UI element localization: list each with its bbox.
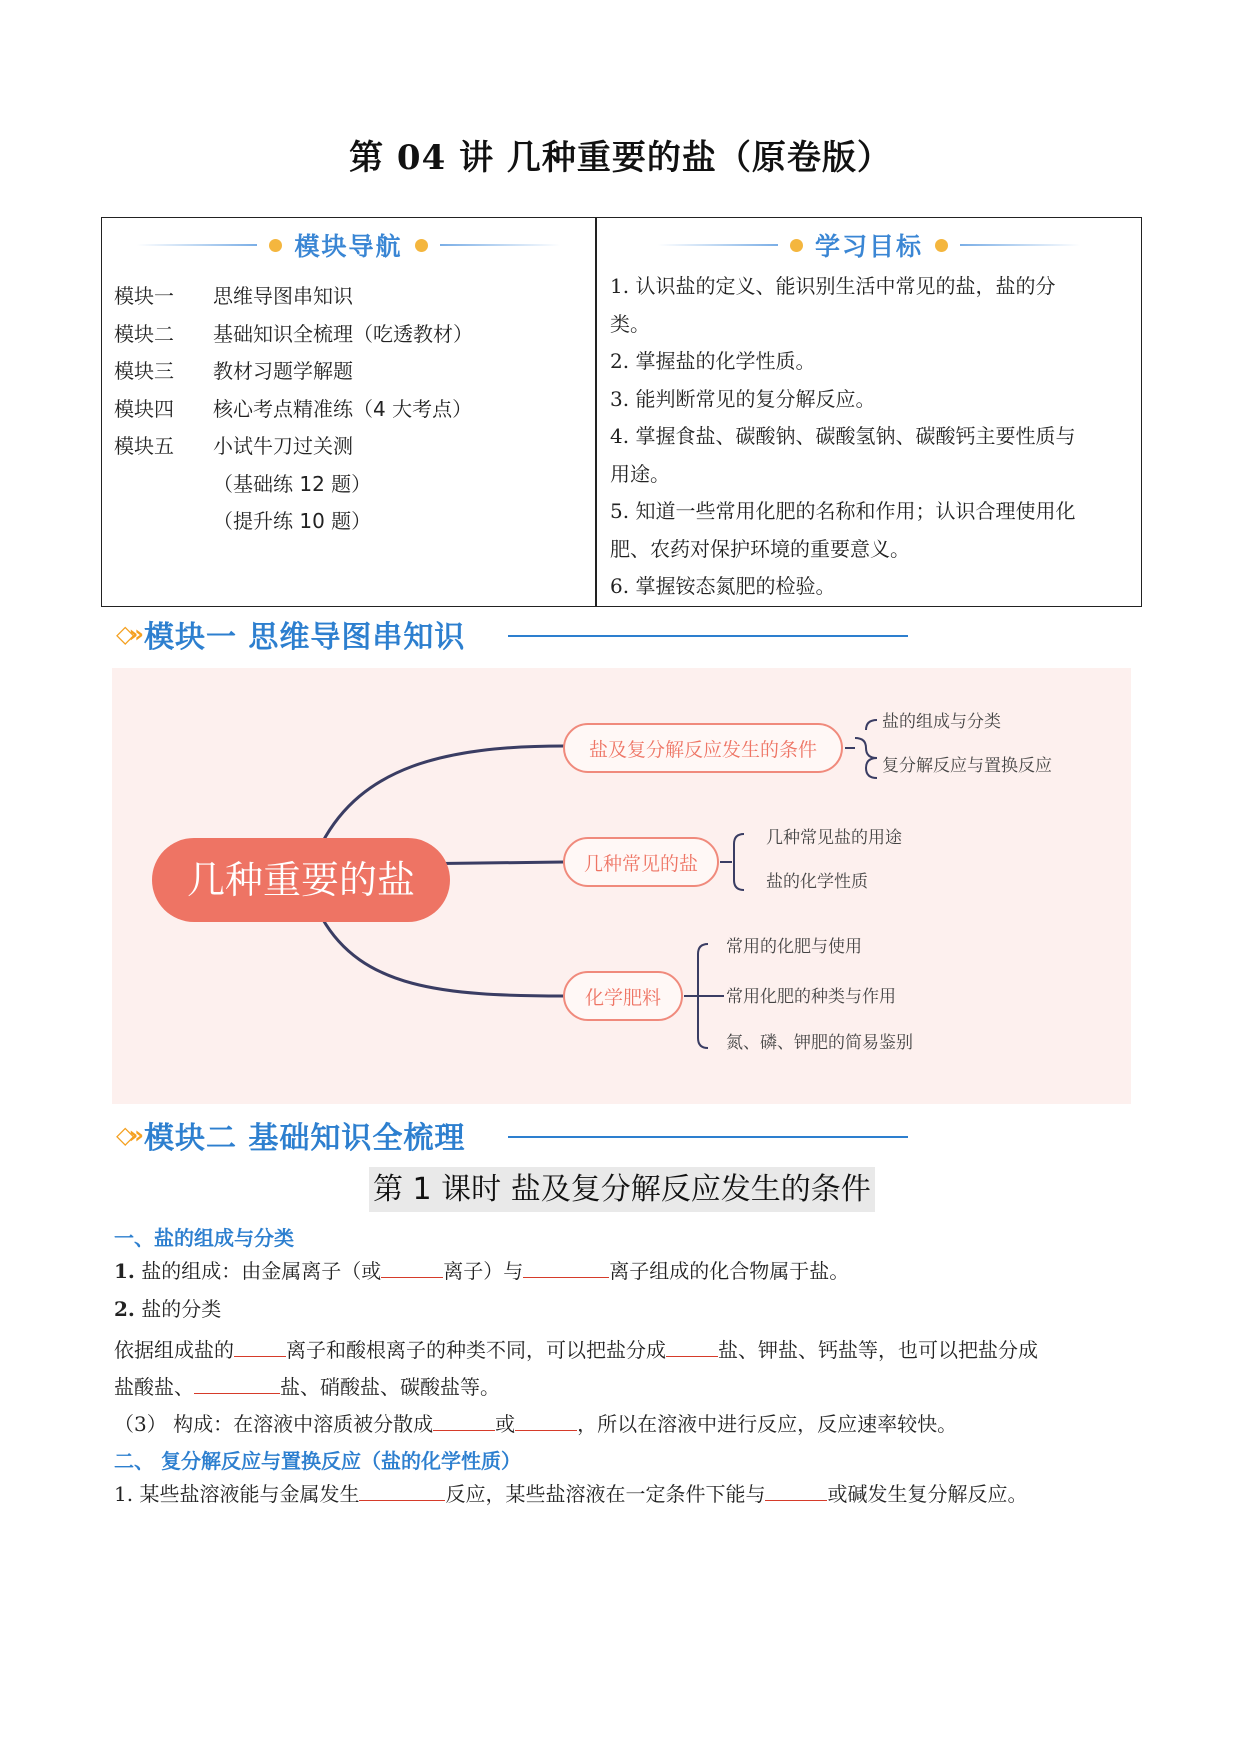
branch-label: 化学肥料 [584, 987, 662, 1009]
paragraph: 1. 盐的组成：由金属离子（或 离子）与 离子组成的化合物属于盐。 [114, 1259, 850, 1283]
section-heading: 一、盐的组成与分类 [114, 1226, 294, 1250]
paragraph: （3） 构成：在溶液中溶质被分散成 或 ，所以在溶液中进行反应，反应速率较快。 [114, 1412, 958, 1436]
connector [322, 918, 564, 996]
dot-icon [269, 239, 282, 252]
fill-blank[interactable] [359, 1480, 445, 1501]
nav-heading-text: 模块导航 [294, 232, 403, 261]
nav-item: 模块五 小试牛刀过关测 [114, 434, 353, 459]
nav-item: 模块四 核心考点精准练（4 大考点） [114, 396, 473, 421]
fill-blank[interactable] [765, 1480, 827, 1501]
objective-line: 3. 能判断常见的复分解反应。 [610, 386, 876, 411]
objective-line: 5. 知道一些常用化肥的名称和作用；认识合理使用化 [610, 499, 1076, 523]
objective-line: 2. 掌握盐的化学性质。 [610, 349, 816, 373]
bracket [855, 738, 877, 778]
leaf-label: 盐的组成与分类 [882, 712, 1001, 732]
objective-line: 类。 [610, 311, 650, 336]
objectives-list [610, 268, 1130, 606]
module1-banner [116, 612, 916, 656]
paragraph: 盐酸盐、 盐、硝酸盐、碳酸盐等。 [114, 1375, 500, 1399]
objective-line: 1. 认识盐的定义、能识别生活中常见的盐，盐的分 [610, 274, 1056, 298]
nav-item: 模块三 教材习题学解题 [114, 359, 353, 384]
fill-blank[interactable] [666, 1336, 718, 1357]
dot-icon [790, 239, 803, 252]
leaf-label: 复分解反应与置换反应 [882, 756, 1052, 776]
lesson-title: 第 1 课时 盐及复分解反应发生的条件 [369, 1167, 875, 1212]
fill-blank[interactable] [523, 1257, 609, 1278]
nav-item: 模块二 基础知识全梳理（吃透教材） [114, 321, 473, 346]
heading-line-right [440, 244, 560, 246]
section-heading: 二、 复分解反应与置换反应（盐的化学性质） [114, 1449, 521, 1473]
nav-item: （基础练 12 题） [213, 471, 372, 496]
bracket [684, 944, 724, 1048]
nav-item: 模块一 思维导图串知识 [114, 284, 353, 309]
mind-map [112, 668, 1131, 1104]
leaf-label: 常用的化肥与使用 [726, 937, 862, 957]
bracket [720, 834, 744, 890]
fill-blank[interactable] [234, 1336, 286, 1357]
leaf-label: 氮、磷、钾肥的简易鉴别 [726, 1033, 913, 1053]
paragraph: 1. 某些盐溶液能与金属发生 反应，某些盐溶液在一定条件下能与 或碱发生复分解反应。 [114, 1482, 1028, 1506]
heading-line-left [658, 244, 778, 246]
mind-map-svg [112, 668, 1131, 1104]
module2-label: 模块二 基础知识全梳理 [143, 1121, 466, 1156]
overview-table [101, 217, 1142, 607]
dot-icon [935, 239, 948, 252]
heading-line-left [137, 244, 257, 246]
double-chevron-icon: ◇» [116, 1121, 138, 1149]
heading-line-right [960, 244, 1080, 246]
nav-list [114, 276, 473, 539]
dot-icon [415, 239, 428, 252]
leaf-label: 盐的化学性质 [766, 872, 868, 892]
objective-line: 肥、农药对保护环境的重要意义。 [610, 536, 910, 561]
table-divider [595, 218, 597, 606]
objective-line: 用途。 [610, 461, 670, 486]
double-chevron-icon: ◇» [116, 620, 138, 648]
paragraph: 2. 盐的分类 [114, 1297, 222, 1321]
fill-blank[interactable] [194, 1373, 280, 1394]
paragraph: 依据组成盐的 离子和酸根离子的种类不同，可以把盐分成 盐、钾盐、钙盐等，也可以把盐分成 [114, 1338, 1038, 1362]
leaf-label: 几种常见盐的用途 [766, 828, 902, 848]
objective-line: 6. 掌握铵态氮肥的检验。 [610, 574, 836, 598]
nav-heading [102, 228, 595, 262]
page-title: 第 04 讲 几种重要的盐（原卷版） [349, 138, 892, 178]
branch-label: 几种常见的盐 [583, 853, 699, 875]
branch-label: 盐及复分解反应发生的条件 [588, 739, 818, 761]
fill-blank[interactable] [381, 1257, 443, 1278]
banner-rule [508, 1136, 908, 1138]
objectives-heading-text: 学习目标 [814, 232, 923, 261]
objective-line: 4. 掌握食盐、碳酸钠、碳酸氢钠、碳酸钙主要性质与 [610, 424, 1076, 448]
banner-rule [508, 635, 908, 637]
root-label: 几种重要的盐 [186, 858, 416, 902]
leaf-label: 常用化肥的种类与作用 [726, 987, 896, 1007]
nav-item: （提升练 10 题） [213, 509, 372, 534]
module2-banner [116, 1113, 916, 1157]
connector [322, 746, 564, 843]
fill-blank[interactable] [433, 1410, 495, 1431]
fill-blank[interactable] [515, 1410, 577, 1431]
module1-label: 模块一 思维导图串知识 [143, 620, 466, 655]
objectives-heading [597, 228, 1141, 262]
